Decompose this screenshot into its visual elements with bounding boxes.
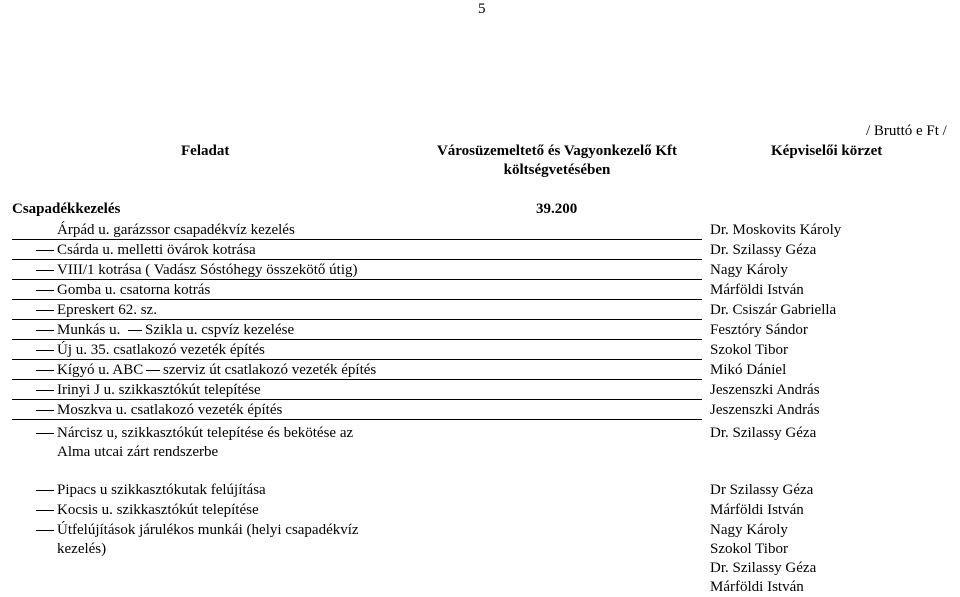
row-task: Pipacs u szikkasztókutak felújítása <box>57 482 266 498</box>
row-representative: Nagy Károly <box>710 522 788 538</box>
row-representative: Dr Szilassy Géza <box>710 482 814 498</box>
row-representative: Dr. Szilassy Géza <box>710 560 817 576</box>
dash-separator <box>146 370 160 371</box>
page-number: 5 <box>478 1 486 17</box>
row-divider <box>12 319 702 320</box>
row-task: Új u. 35. csatlakozó vezeték építés <box>57 342 265 358</box>
row-task: Gomba u. csatorna kotrás <box>57 282 211 298</box>
row-representative: Márföldi István <box>710 282 804 298</box>
dash-bullet <box>36 433 54 434</box>
row-divider <box>12 259 702 260</box>
row-divider <box>12 419 702 420</box>
row-task: Irinyi J u. szikkasztókút telepítése <box>57 382 261 398</box>
row-divider <box>12 359 702 360</box>
row-representative: Márföldi István <box>710 502 804 518</box>
row-representative: Dr. Szilassy Géza <box>710 425 817 441</box>
row-divider <box>12 279 702 280</box>
row-representative: Szokol Tibor <box>710 541 788 557</box>
unit-note: / Bruttó e Ft / <box>866 123 947 139</box>
row-representative: Jeszenszki András <box>710 382 820 398</box>
dash-bullet <box>36 250 54 251</box>
row-divider <box>12 239 702 240</box>
header-district: Képviselői körzet <box>771 143 883 159</box>
row-task: Árpád u. garázssor csapadékvíz kezelés <box>57 222 295 238</box>
row-task-continuation: Szikla u. cspvíz kezelése <box>145 322 295 338</box>
row-task: Epreskert 62. sz. <box>57 302 157 318</box>
row-task-line2: Alma utcai zárt rendszerbe <box>57 444 219 460</box>
dash-bullet <box>36 410 54 411</box>
dash-bullet <box>36 490 54 491</box>
dash-bullet <box>36 530 54 531</box>
row-task: Útfelújítások járulékos munkái (helyi csapadékvíz <box>57 522 359 538</box>
row-representative: Márföldi István <box>710 579 804 595</box>
row-task: Kocsis u. szikkasztókút telepítése <box>57 502 259 518</box>
row-representative: Nagy Károly <box>710 262 788 278</box>
dash-separator <box>128 330 142 331</box>
dash-bullet <box>36 390 54 391</box>
dash-bullet <box>36 270 54 271</box>
row-representative: Dr. Csiszár Gabriella <box>710 302 837 318</box>
row-task: Munkás u. <box>57 322 121 338</box>
section-title: Csapadékkezelés <box>12 201 121 217</box>
dash-bullet <box>36 510 54 511</box>
row-representative: Dr. Szilassy Géza <box>710 242 817 258</box>
dash-bullet <box>36 350 54 351</box>
dash-bullet <box>36 370 54 371</box>
row-task: Csárda u. melletti övárok kotrása <box>57 242 256 258</box>
row-divider <box>12 339 702 340</box>
row-representative: Mikó Dániel <box>710 362 787 378</box>
header-task: Feladat <box>181 143 230 159</box>
row-task-continuation: szerviz út csatlakozó vezeték építés <box>163 362 377 378</box>
dash-bullet <box>36 290 54 291</box>
section-amount: 39.200 <box>536 201 578 217</box>
row-divider <box>12 379 702 380</box>
header-agency-line2: költségvetésében <box>503 162 611 178</box>
row-task: VIII/1 kotrása ( Vadász Sóstóhegy összekötő útig) <box>57 262 358 278</box>
row-task: Moszkva u. csatlakozó vezeték építés <box>57 402 283 418</box>
row-divider <box>12 299 702 300</box>
row-representative: Szokol Tibor <box>710 342 788 358</box>
header-agency-line1: Városüzemeltető és Vagyonkezelő Kft <box>436 143 678 159</box>
dash-bullet <box>36 330 54 331</box>
row-task-line2: kezelés) <box>57 541 107 557</box>
row-task: Kígyó u. ABC <box>57 362 144 378</box>
row-representative: Dr. Moskovits Károly <box>710 222 842 238</box>
row-task: Nárcisz u, szikkasztókút telepítése és bekötése az <box>57 425 354 441</box>
row-divider <box>12 399 702 400</box>
row-representative: Jeszenszki András <box>710 402 820 418</box>
row-representative: Fesztóry Sándor <box>710 322 808 338</box>
dash-bullet <box>36 310 54 311</box>
